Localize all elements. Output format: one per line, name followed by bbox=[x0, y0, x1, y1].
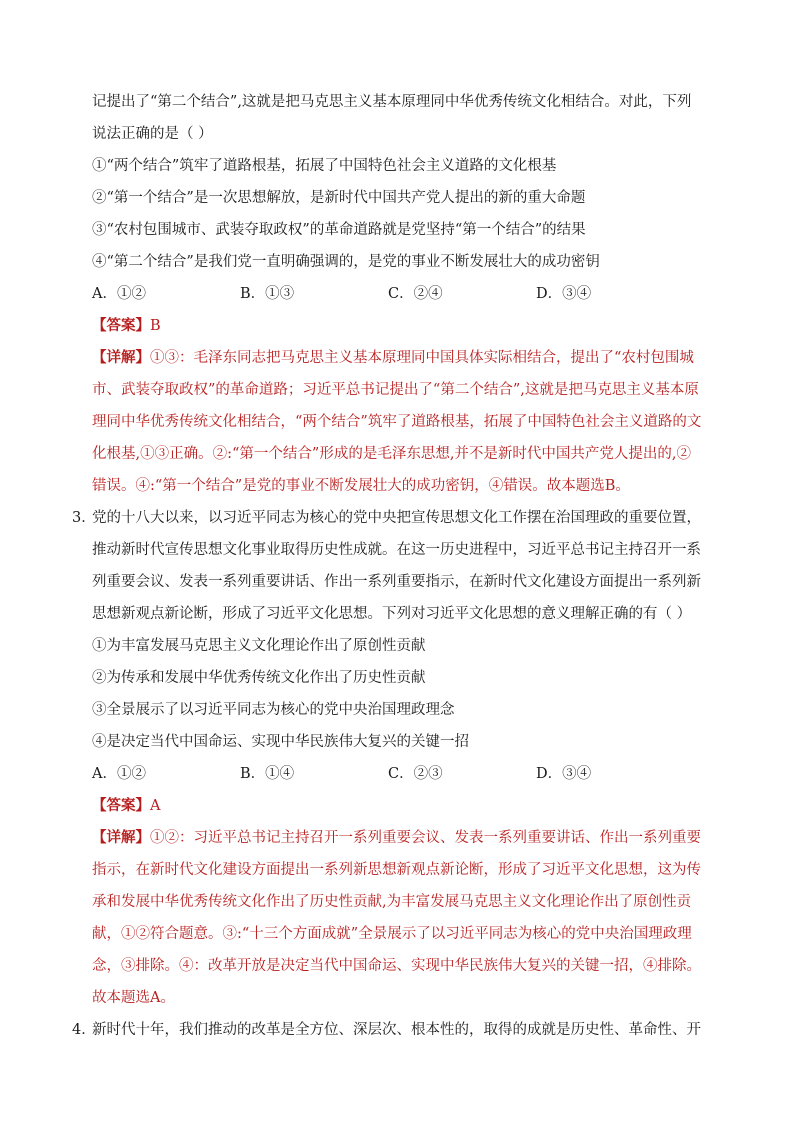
q3-answer bbox=[72, 790, 684, 822]
q2-detail-label: 【详解】 bbox=[92, 349, 150, 366]
q2-detail-line-2: 市、武装夺取政权”的革命道路；习近平总书记提出了“第二个结合”,这就是把马克思主义基本原 bbox=[92, 382, 699, 398]
question-3 bbox=[72, 502, 701, 1014]
question-2 bbox=[72, 86, 702, 502]
q2-option-a: A．①② bbox=[92, 286, 146, 302]
q2-detail-line-3: 理同中华优秀传统文化相结合，“两个结合”筑牢了道路根基，拓展了中国特色社会主义道路的文 bbox=[92, 414, 702, 430]
q2-answer-label: 【答案】 bbox=[92, 317, 150, 334]
q2-statement-3: ③“农村包围城市、武装夺取政权”的革命道路就是党坚持“第一个结合”的结果 bbox=[92, 222, 586, 238]
q3-option-d: D．③④ bbox=[536, 766, 592, 782]
q3-detail-text-1: ①②：习近平总书记主持召开一系列重要会议、发表一系列重要讲话、作出一系列重要 bbox=[150, 830, 701, 846]
q3-stem-line-3: 列重要会议、发表一系列重要讲话、作出一系列重要指示，在新时代文化建设方面提出一系列新 bbox=[92, 574, 701, 590]
q3-stem-line-1 bbox=[72, 502, 701, 534]
q2-statement-4: ④“第二个结合”是我们党一直明确强调的，是党的事业不断发展壮大的成功密钥 bbox=[92, 254, 600, 270]
q3-option-b: B．①④ bbox=[240, 766, 295, 782]
q3-detail-line-6: 故本题选A。 bbox=[92, 990, 175, 1006]
q2-options bbox=[72, 278, 684, 310]
q4-stem-text-1: 新时代十年，我们推动的改革是全方位、深层次、根本性的，取得的成就是历史性、革命性、开 bbox=[92, 1022, 701, 1038]
q3-stem-line-4: 思想新观点新论断，形成了习近平文化思想。下列对习近平文化思想的意义理解正确的有（ ） bbox=[92, 606, 692, 622]
page-content bbox=[72, 86, 702, 1046]
q3-options bbox=[72, 758, 684, 790]
q2-option-c: C．②④ bbox=[388, 286, 443, 302]
q3-statement-1: ①为丰富发展马克思主义文化理论作出了原创性贡献 bbox=[92, 638, 426, 654]
q2-stem-line-2: 说法正确的是（ ） bbox=[92, 126, 213, 142]
q3-detail bbox=[72, 822, 701, 1014]
q2-option-b: B．①③ bbox=[240, 286, 295, 302]
q2-option-d: D．③④ bbox=[536, 286, 592, 302]
q2-detail-line-5: 错误。④:“第一个结合”是党的事业不断发展壮大的成功密钥，④错误。故本题选B。 bbox=[92, 478, 630, 494]
q3-answer-label: 【答案】 bbox=[92, 797, 150, 814]
q2-answer-value: B bbox=[150, 318, 161, 334]
q3-option-a: A．①② bbox=[92, 766, 146, 782]
q2-detail bbox=[72, 342, 702, 502]
q2-detail-line-1 bbox=[72, 342, 694, 374]
q2-answer bbox=[72, 310, 684, 342]
q3-detail-line-1 bbox=[72, 822, 701, 854]
q3-number: 3． bbox=[72, 510, 96, 526]
q3-detail-line-5: 念，③排除。④：改革开放是决定当代中国命运、实现中华民族伟大复兴的关键一招，④排除。 bbox=[92, 958, 701, 974]
q2-statement-2: ②“第一个结合”是一次思想解放，是新时代中国共产党人提出的新的重大命题 bbox=[92, 190, 586, 206]
q3-option-c: C．②③ bbox=[388, 766, 443, 782]
q3-detail-label: 【详解】 bbox=[92, 829, 150, 846]
q2-detail-text-1: ①③：毛泽东同志把马克思主义基本原理同中国具体实际相结合，提出了“农村包围城 bbox=[150, 350, 694, 366]
q3-answer-value: A bbox=[150, 798, 161, 814]
q3-stem-line-2: 推动新时代宣传思想文化事业取得历史性成就。在这一历史进程中，习近平总书记主持召开一系 bbox=[92, 542, 701, 558]
q3-detail-line-2: 指示，在新时代文化建设方面提出一系列新思想新观点新论断，形成了习近平文化思想，这为传 bbox=[92, 862, 701, 878]
q4-number: 4． bbox=[72, 1022, 96, 1038]
q3-statement-2: ②为传承和发展中华优秀传统文化作出了历史性贡献 bbox=[92, 670, 426, 686]
q3-detail-line-3: 承和发展中华优秀传统文化作出了历史性贡献,为丰富发展马克思主义文化理论作出了原创性贡 bbox=[92, 894, 692, 910]
q3-stem-text-1: 党的十八大以来，以习近平同志为核心的党中央把宣传思想文化工作摆在治国理政的重要位置， bbox=[92, 510, 701, 526]
q3-statement-3: ③全景展示了以习近平同志为核心的党中央治国理政理念 bbox=[92, 702, 455, 718]
q2-detail-line-4: 化根基,①③正确。②:“第一个结合”形成的是毛泽东思想,并不是新时代中国共产党人提出的,② bbox=[92, 446, 692, 462]
q4-stem-line-1 bbox=[72, 1014, 701, 1046]
q2-stem-line-1: 记提出了“第二个结合”,这就是把马克思主义基本原理同中华优秀传统文化相结合。对此，下列 bbox=[92, 94, 692, 110]
q2-statement-1: ①“两个结合”筑牢了道路根基，拓展了中国特色社会主义道路的文化根基 bbox=[92, 158, 557, 174]
q3-detail-line-4: 献，①②符合题意。③:“十三个方面成就”全景展示了以习近平同志为核心的党中央治国理政理 bbox=[92, 926, 692, 942]
q3-statement-4: ④是决定当代中国命运、实现中华民族伟大复兴的关键一招 bbox=[92, 734, 469, 750]
question-4 bbox=[72, 1014, 701, 1046]
